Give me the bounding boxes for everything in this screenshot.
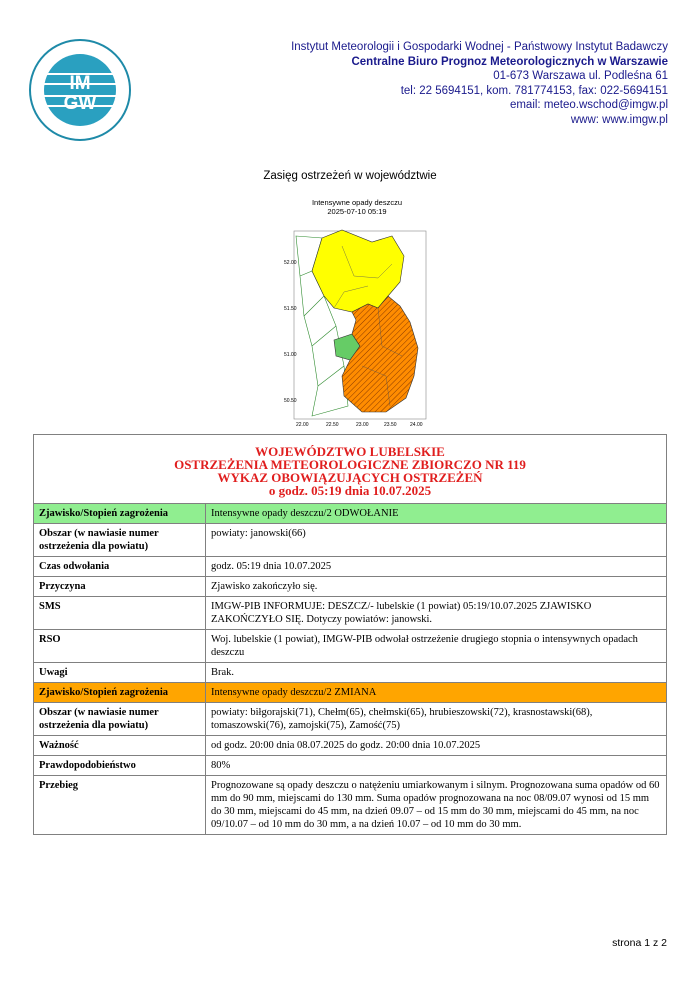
phone-fax: tel: 22 5694151, kom. 781774153, fax: 022-5694151 <box>400 84 668 97</box>
row-value: Zjawisko zakończyło się. <box>206 577 667 597</box>
bulletin-title: OSTRZEŻENIA METEOROLOGICZNE ZBIORCZO NR 119 <box>174 457 526 472</box>
y-tick: 50.50 <box>284 398 297 404</box>
row-value: powiaty: biłgorajski(71), Chełm(65), chełmski(65), hrubieszowski(72), krasnostawski(68), tomaszowski(76), zamojski(75), Zamość(75) <box>206 703 667 736</box>
warning-header-row <box>34 504 667 524</box>
table-row <box>34 597 667 630</box>
row-label: Zjawisko/Stopień zagrożenia <box>34 504 206 524</box>
x-tick: 22.00 <box>296 422 309 428</box>
row-label: Ważność <box>34 736 206 756</box>
row-label: Uwagi <box>34 663 206 683</box>
map-svg <box>282 216 432 436</box>
list-title: WYKAZ OBOWIĄZUJĄCYCH OSTRZEŻEŃ <box>217 470 483 485</box>
x-tick: 22.50 <box>326 422 339 428</box>
row-label: Przyczyna <box>34 577 206 597</box>
row-value: Woj. lubelskie (1 powiat), IMGW-PIB odwołał ostrzeżenie drugiego stopnia o intensywnych opadach deszczu <box>206 630 667 663</box>
y-tick: 51.00 <box>284 352 297 358</box>
x-tick: 23.50 <box>384 422 397 428</box>
table-row <box>34 557 667 577</box>
table-row <box>34 756 667 776</box>
row-value: godz. 05:19 dnia 10.07.2025 <box>206 557 667 577</box>
x-tick: 24.00 <box>410 422 423 428</box>
row-value: IMGW-PIB INFORMUJE: DESZCZ/- lubelskie (1 powiat) 05:19/10.07.2025 ZJAWISKO ZAKOŃCZYŁO SIĘ. Dotyczy powiatów: janowski. <box>206 597 667 630</box>
row-label: Czas odwołania <box>34 557 206 577</box>
row-value: 80% <box>206 756 667 776</box>
x-tick: 23.00 <box>356 422 369 428</box>
office-name: Centralne Biuro Prognoz Meteorologicznych w Warszawie <box>351 55 668 68</box>
imgw-logo <box>28 38 132 142</box>
institute-header <box>291 40 668 127</box>
y-tick: 51.50 <box>284 306 297 312</box>
row-label: RSO <box>34 630 206 663</box>
table-row <box>34 630 667 663</box>
voivodeship-title: WOJEWÓDZTWO LUBELSKIE <box>255 444 445 459</box>
y-tick: 52.00 <box>284 260 297 266</box>
row-value: powiaty: janowski(66) <box>206 524 667 557</box>
table-row <box>34 577 667 597</box>
row-value: Brak. <box>206 663 667 683</box>
table-row <box>34 776 667 835</box>
table-row <box>34 524 667 557</box>
section-title: Zasięg ostrzeżeń w województwie <box>263 170 437 182</box>
table-row <box>34 703 667 736</box>
page-number: strona 1 z 2 <box>612 937 667 949</box>
row-label: Prawdopodobieństwo <box>34 756 206 776</box>
row-label: SMS <box>34 597 206 630</box>
row-label: Obszar (w nawiasie numer ostrzeżenia dla powiatu) <box>34 524 206 557</box>
table-row <box>34 663 667 683</box>
website: www: www.imgw.pl <box>570 113 668 126</box>
row-value: Intensywne opady deszczu/2 ODWOŁANIE <box>206 504 667 524</box>
email: email: meteo.wschod@imgw.pl <box>509 99 668 111</box>
warnings-table <box>33 434 667 835</box>
row-value: od godz. 20:00 dnia 08.07.2025 do godz. 20:00 dnia 10.07.2025 <box>206 736 667 756</box>
warning-header-row <box>34 683 667 703</box>
row-label: Obszar (w nawiasie numer ostrzeżenia dla powiatu) <box>34 703 206 736</box>
table-title <box>34 435 667 504</box>
svg-text:GW: GW <box>63 93 97 114</box>
address: 01-673 Warszawa ul. Podleśna 61 <box>493 70 668 82</box>
map-caption-date: 2025-07-10 05:19 <box>327 207 387 216</box>
bulletin-time: o godz. 05:19 dnia 10.07.2025 <box>268 483 432 498</box>
map-caption-title: Intensywne opady deszczu <box>311 198 403 207</box>
warning-map <box>282 198 432 438</box>
row-value: Intensywne opady deszczu/2 ZMIANA <box>206 683 667 703</box>
table-row <box>34 736 667 756</box>
institute-name: Instytut Meteorologii i Gospodarki Wodnej - Państwowy Instytut Badawczy <box>291 41 668 53</box>
row-label: Przebieg <box>34 776 206 835</box>
row-value: Prognozowane są opady deszczu o natężeniu umiarkowanym i silnym. Prognozowana suma opadów od 60 mm do 90 mm, miejscami do 130 mm. Suma opadów prognozowana na noc 08/09.07 wynosi od 15 mm do 30 mm, miejscami do 45 mm, na dzień 09.07 – od 15 mm do 30 mm, miejscami do 45 mm, na noc 09/10.07 – od 10 mm do 30 mm, a na dzień 10.07 – od 10 mm do 30 mm. <box>206 776 667 835</box>
row-label: Zjawisko/Stopień zagrożenia <box>34 683 206 703</box>
svg-text:IM: IM <box>69 73 91 94</box>
